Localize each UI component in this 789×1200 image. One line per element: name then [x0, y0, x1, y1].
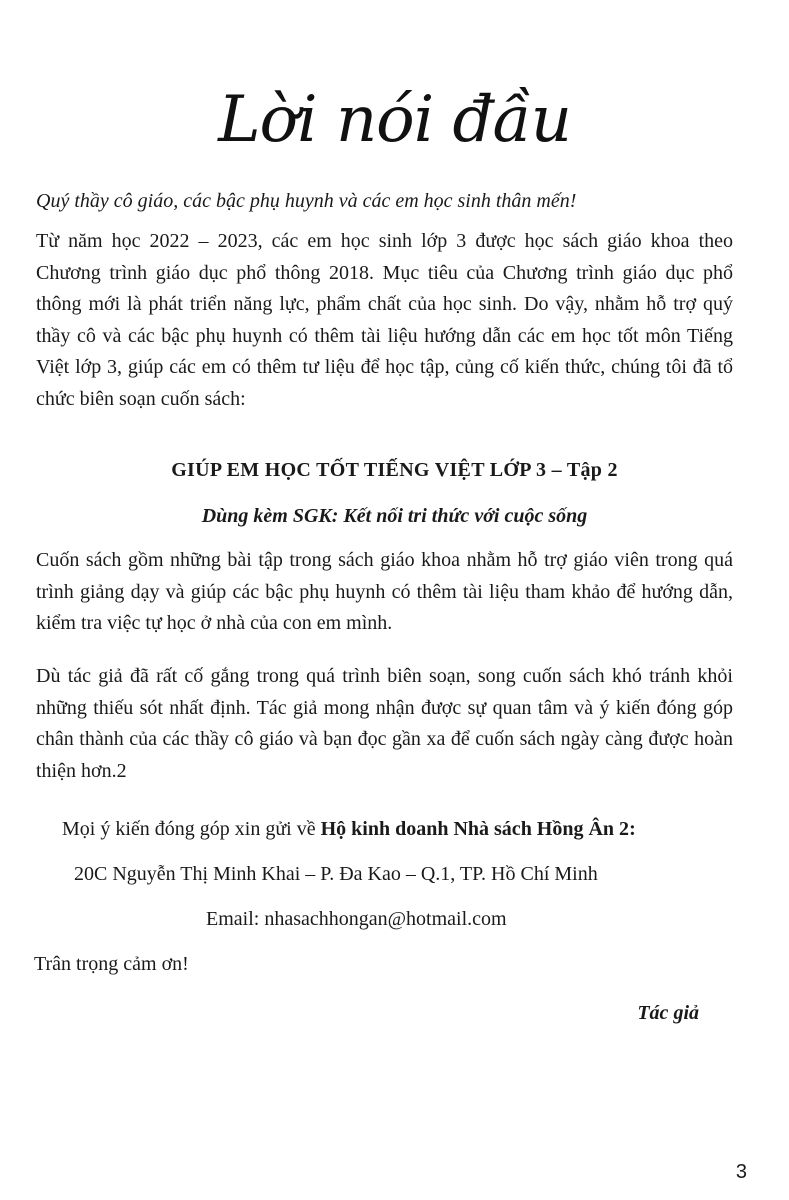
paragraph-intro — [36, 226, 733, 415]
contact-colon: : — [629, 818, 636, 840]
greeting: Quý thầy cô giáo, các bậc phụ huynh và các em học sinh thân mến! — [36, 190, 577, 212]
page-number: 3 — [735, 1161, 747, 1183]
paragraph-intro-text: Từ năm học 2022 – 2023, các em học sinh lớp 3 được học sách giáo khoa theo Chương trình giáo dục phổ thông 2018. Mục tiêu của Chương trình giáo dục phổ thông mới là phát triển năng lực, phẩm chất của học sinh. Do vậy, nhằm hỗ trợ quý thầy cô và các bậc phụ huynh có thêm tài liệu hướng dẫn các em học tốt môn Tiếng Việt lớp 3, giúp các em có thêm tư liệu để học tập, củng cố kiến thức, chúng tôi đã tổ chức biên soạn cuốn sách: — [36, 230, 733, 410]
thanks: Trân trọng cảm ơn! — [34, 953, 189, 975]
email: Email: nhasachhongan@hotmail.com — [206, 908, 507, 930]
signature: Tác giả — [637, 1002, 699, 1024]
page-title: Lời nói đầu — [218, 83, 571, 157]
contact-line — [62, 816, 636, 842]
book-title: GIÚP EM HỌC TỐT TIẾNG VIỆT LỚP 3 – Tập 2 — [171, 459, 618, 481]
paragraph-apology — [36, 661, 733, 787]
paragraph-content — [36, 545, 733, 640]
address: 20C Nguyễn Thị Minh Khai – P. Đa Kao – Q.1, TP. Hồ Chí Minh — [74, 863, 598, 885]
publisher-name: Hộ kinh doanh Nhà sách Hồng Ân 2 — [320, 818, 630, 840]
paragraph-content-text: Cuốn sách gồm những bài tập trong sách giáo khoa nhằm hỗ trợ giáo viên trong quá trình giảng dạy và giúp các bậc phụ huynh có thêm tài liệu tham khảo để hướng dẫn, kiểm tra việc tự học ở nhà của con em mình. — [36, 549, 733, 634]
paragraph-apology-text: Dù tác giả đã rất cố gắng trong quá trình biên soạn, song cuốn sách khó tránh khỏi những thiếu sót nhất định. Tác giả mong nhận được sự quan tâm và ý kiến đóng góp chân thành của các thầy cô giáo và bạn đọc gần xa để cuốn sách ngày càng được hoàn thiện hơn.2 — [36, 665, 733, 782]
contact-intro: Mọi ý kiến đóng góp xin gửi về — [62, 818, 321, 840]
book-subtitle: Dùng kèm SGK: Kết nối tri thức với cuộc sống — [201, 505, 588, 527]
